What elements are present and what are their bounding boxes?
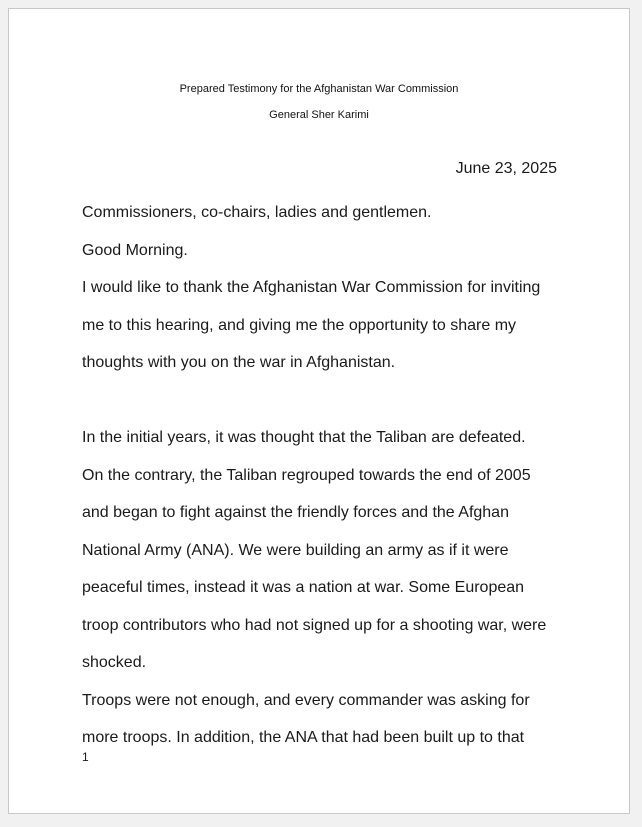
paragraph-gap — [82, 382, 572, 420]
body-line: more troops. In addition, the ANA that had been built up to that — [82, 729, 525, 746]
document-title: Prepared Testimony for the Afghanistan War Commission — [179, 83, 459, 95]
document-page — [8, 8, 630, 814]
body-line: troop contributors who had not signed up for a shooting war, were — [82, 616, 547, 634]
document-body — [82, 194, 572, 757]
page-number: 1 — [82, 750, 89, 764]
body-line: Commissioners, co-chairs, ladies and gentlemen. — [82, 204, 432, 221]
body-line: shocked. — [82, 654, 147, 671]
body-line: peaceful times, instead it was a nation at war. Some European — [82, 579, 525, 596]
document-author: General Sher Karimi — [269, 109, 369, 121]
body-line: me to this hearing, and giving me the opportunity to share my — [82, 316, 517, 334]
body-line: In the initial years, it was thought that the Taliban are defeated. — [82, 429, 526, 446]
body-line: thoughts with you on the war in Afghanistan. — [82, 354, 396, 371]
body-line: I would like to thank the Afghanistan War Commission for inviting — [82, 279, 541, 296]
document-date: June 23, 2025 — [455, 160, 557, 177]
body-line: and began to fight against the friendly forces and the Afghan — [82, 504, 509, 521]
body-line: National Army (ANA). We were building an army as if it were — [82, 541, 509, 559]
body-line: On the contrary, the Taliban regrouped towards the end of 2005 — [82, 466, 531, 484]
body-line: Good Morning. — [82, 241, 188, 259]
body-line: Troops were not enough, and every commander was asking for — [82, 691, 530, 709]
